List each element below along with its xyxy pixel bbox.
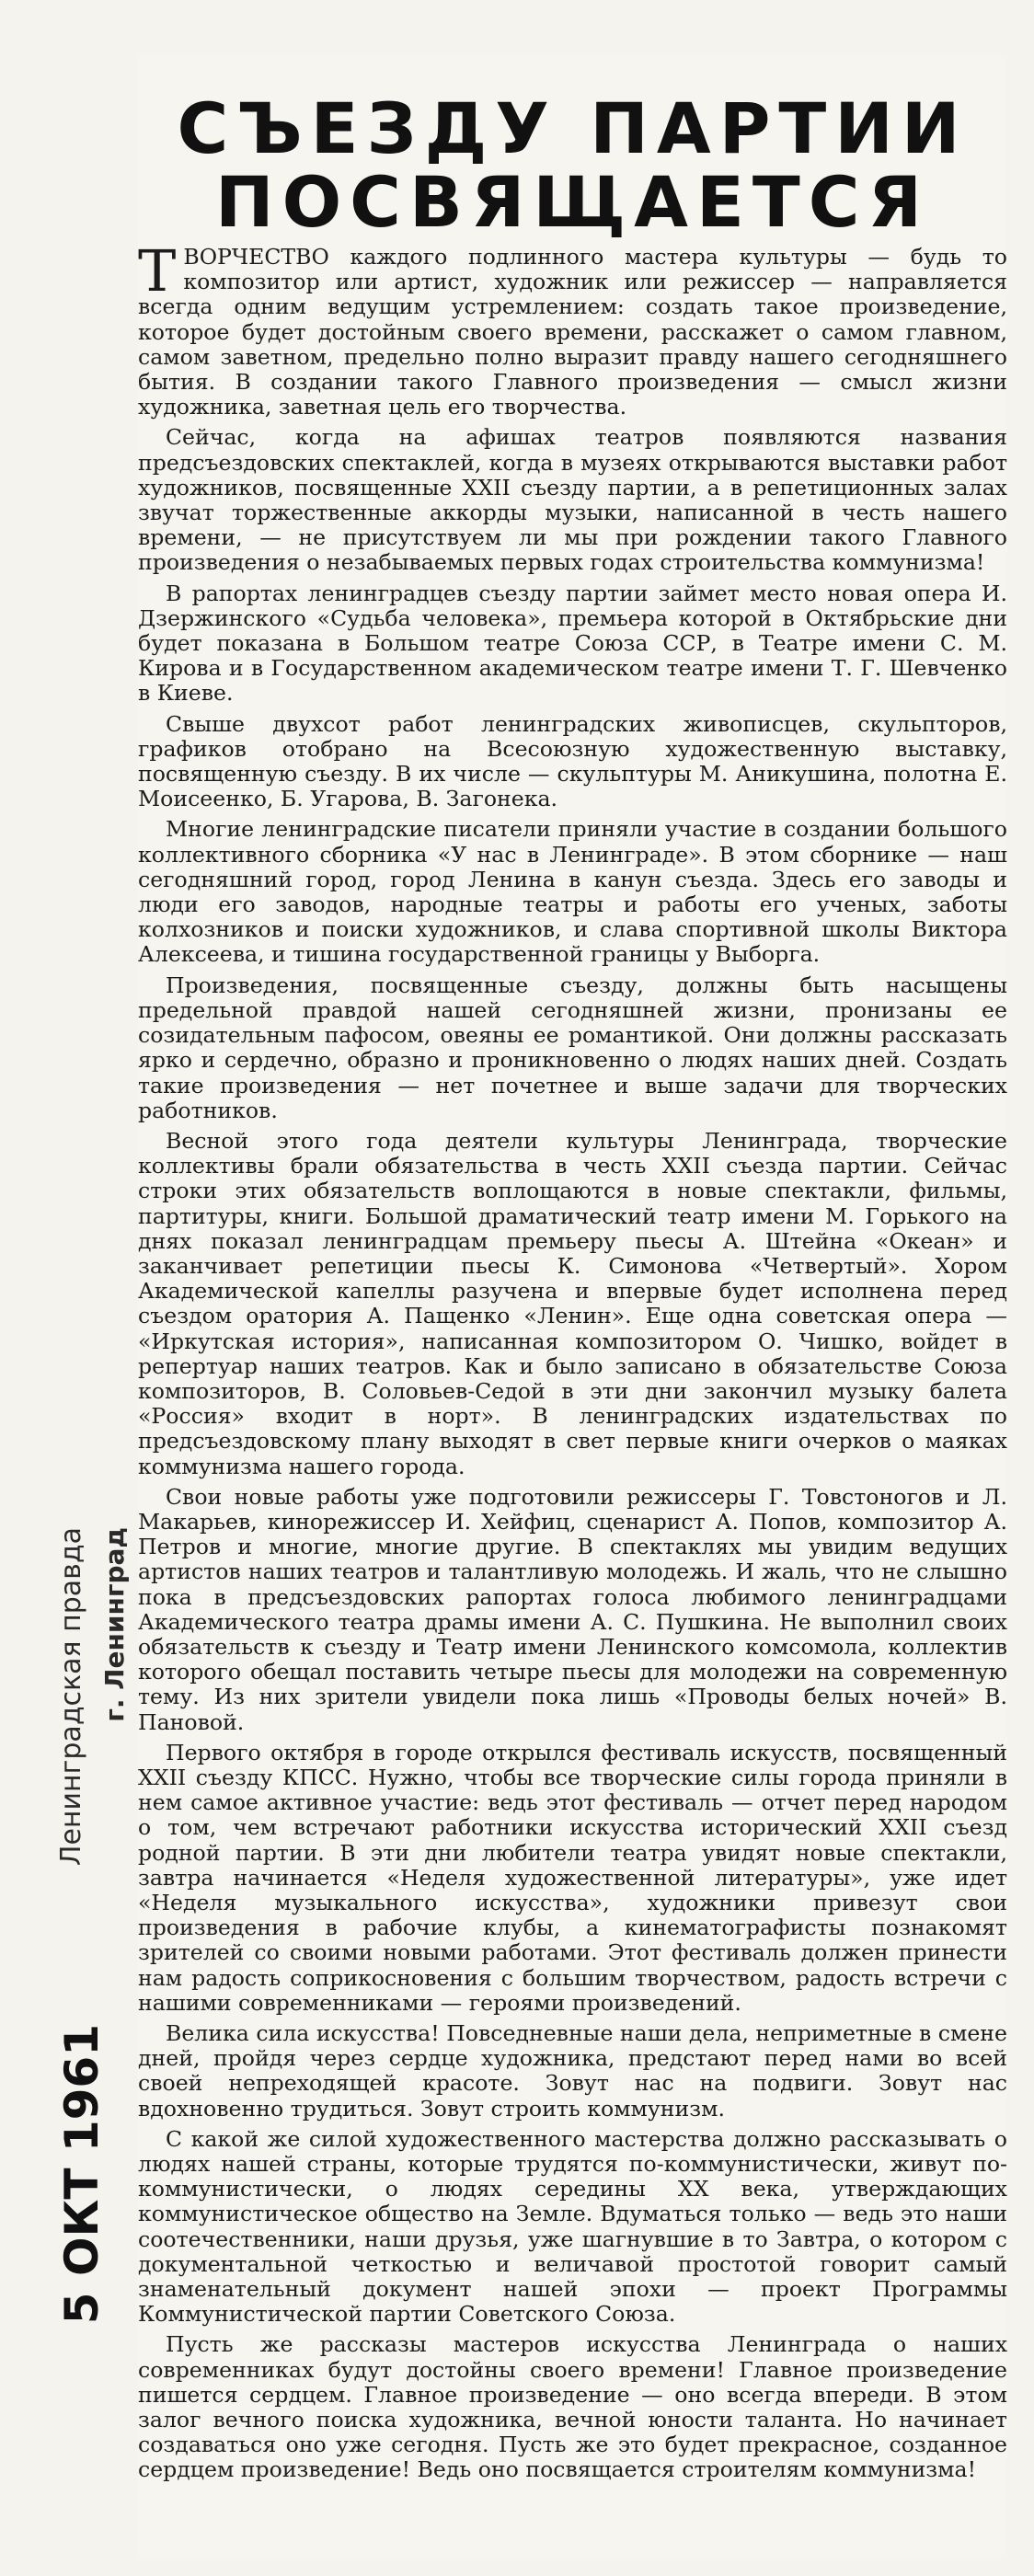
stamp-city: г. Ленинград: [99, 1527, 130, 1722]
stamp-publication: Ленинградская правда: [55, 1527, 87, 1867]
article-paragraph: Весной этого года деятели культуры Ленинграда, творческие коллективы брали обязательства в честь XXII съезда партии. Сейчас строки этих обязательств воплощаются в новые спектакли, фильмы, партитуры, книги. Большой драматический театр имени М. Горького на днях показал ленинградцам премьеру пьесы А. Штейна «Океан» и заканчивает репетиции пьесы К. Симонова «Четвертый». Хором Академической капеллы разучена и впервые будет исполнена перед съездом оратория А. Пащенко «Ленин». Еще одна советская опера — «Иркутская история», написанная композитором О. Чишко, войдет в репертуар наших театров. Как и было записано в обязательстве Союза композиторов, В. Соловьев-Седой в эти дни закончил музыку балета «Россия» входит в норт». В ленинградских издательствах по предсъездовскому плану выходят в свет первые книги очерков о маяках коммунизма нашего города.: [138, 1127, 1007, 1479]
newspaper-clipping: [138, 55, 1007, 2558]
article-paragraph: [138, 237, 1007, 420]
stamp-date: 5 ОКТ 1961: [55, 2024, 109, 2325]
article-paragraph: Велика сила искусства! Повседневные наши дела, неприметные в смене дней, пройдя через сердце художника, предстают перед нами во всей своей непреходящей красоте. Зовут нас на подвиги. Зовут нас вдохновенно трудиться. Зовут строить коммунизм.: [138, 2020, 1007, 2122]
article-paragraph: Первого октября в городе открылся фестиваль искусств, посвященный XXII съезду КПСС. Нужно, чтобы все творческие силы города приняли в нем самое активное участие: ведь этот фестиваль — отчет перед народом о том, чем встречают работники искусства исторический XXII съезд родной партии. В эти дни любители театра увидят новые спектакли, завтра начинается «Неделя художественной литературы», уже идет «Неделя музыкального искусства», художники привезут свои произведения в рабочие клубы, а кинематографисты познакомят зрителей со своими новыми работами. Этот фестиваль должен принести нам радость соприкосновения с большим творчеством, радость встречи с нашими современниками — героями произведений.: [138, 1739, 1007, 2016]
article-paragraph: С какой же силой художественного мастерства должно рассказывать о людях нашей страны, которые трудятся по-коммунистически, живут по-коммунистически, о людях середины XX века, утверждающих коммунистическое общество на Земле. Вдуматься только — ведь это наши соотечественники, наши друзья, уже шагнувшие в то Завтра, о котором с документальной четкостью и величавой простотой говорит самый знаменательный документ нашей эпохи — проект Программы Коммунистической партии Советского Союза.: [138, 2125, 1007, 2328]
article-paragraph: Произведения, посвященные съезду, должны быть насыщены предельной правдой нашей сегодняшней жизни, пронизаны ее созидательным пафосом, овеяны ее романтикой. Они должны рассказать ярко и сердечно, образно и проникновенно о людях наших дней. Создать такие произведения — нет почетнее и выше задачи для творческих работников.: [138, 972, 1007, 1123]
paragraph-text: ВОРЧЕСТВО каждого подлинного мастера культуры — будь то композитор или артист, художник или режиссер — направляется всегда одним ведущим устремлением: создать такое произведение, которое будет достойным своего времени, расскажет о самом главном, самом заветном, предельно полно выразит правду нашего сегодняшнего бытия. В создании такого Главного произведения — смысл жизни художника, заветная цель его творчества.: [138, 244, 1007, 420]
article-paragraph: Свои новые работы уже подготовили режиссеры Г. Товстоногов и Л. Макарьев, кинорежиссер И. Хейфиц, сценарист А. Попов, композитор А. Петров и многие, многие другие. В спектаклях мы увидим ведущих артистов наших театров и талантливую молодежь. И жаль, что не слышно пока в предсъездовских рапортах голоса любимого ленинградцами Академического театра драмы имени А. С. Пушкина. Не выполнил своих обязательств к съезду и Театр имени Ленинского комсомола, коллектив которого обещал поставить четыре пьесы для молодежи на современную тему. Из них зрители увидели пока лишь «Проводы белых ночей» В. Пановой.: [138, 1483, 1007, 1735]
article-body: [138, 237, 1007, 2483]
article-paragraph: Многие ленинградские писатели приняли участие в создании большого коллективного сборника «У нас в Ленинграде». В этом сборнике — наш сегодняшний город, город Ленина в канун съезда. Здесь его заводы и люди его заводов, народные театры и работы его ученых, заботы колхозников и поиски художников, и слава спортивной школы Виктора Алексеева, и тишина государственной границы у Выборга.: [138, 816, 1007, 968]
article-paragraph: Пусть же рассказы мастеров искусства Ленинграда о наших современниках будут достойны своего времени! Главное произведение пишется сердцем. Главное произведение — оно всегда впереди. В этом залог вечного поиска художника, вечной юности таланта. Но начинает создаваться оно уже сегодня. Пусть же это будет прекрасное, созданное сердцем произведение! Ведь оно посвящается строителям коммунизма!: [138, 2331, 1007, 2483]
headline-line-1: СЪЕЗДУ ПАРТИИ: [177, 87, 969, 169]
drop-cap: Т: [138, 237, 177, 305]
article-paragraph: Свыше двухсот работ ленинградских живописцев, скульпторов, графиков отобрано на Всесоюзную художественную выставку, посвященную съезду. В их числе — скульптуры М. Аникушина, полотна Е. Моисеенко, Б. Угарова, В. Загонека.: [138, 710, 1007, 812]
article-paragraph: В рапортах ленинградцев съезду партии займет место новая опера И. Дзержинского «Судьба человека», премьера которой в Октябрьские дни будет показана в Большом театре Союза ССР, в Театре имени С. М. Кирова и в Государственном академическом театре имени Т. Г. Шевченко в Киеве.: [138, 580, 1007, 707]
article-paragraph: Сейчас, когда на афишах театров появляются названия предсъездовских спектаклей, когда в музеях открываются выставки работ художников, посвященные XXII съезду партии, а в репетиционных залах звучат торжественные аккорды музыки, написанной в честь нашего времени, — не присутствуем ли мы при рождении такого Главного произведения о незабываемых первых годах строительства коммунизма!: [138, 424, 1007, 576]
headline-line-2: ПОСВЯЩАЕТСЯ: [214, 161, 931, 243]
